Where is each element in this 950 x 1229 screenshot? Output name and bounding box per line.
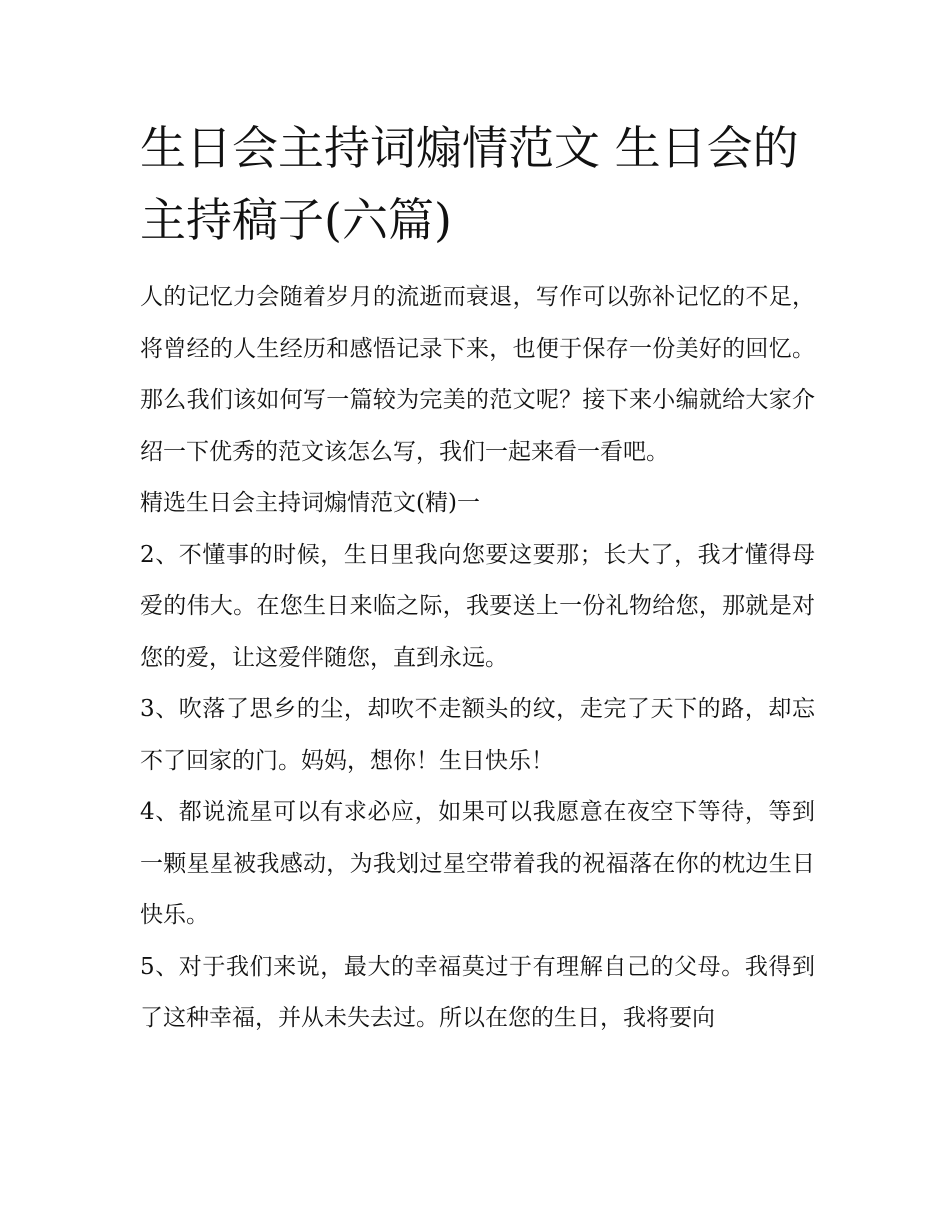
intro-paragraph: 人的记忆力会随着岁月的流逝而衰退，写作可以弥补记忆的不足，将曾经的人生经历和感悟记录下来，也便于保存一份美好的回忆。那么我们该如何写一篇较为完美的范文呢？接下来小编就给大家介绍一下优秀的范文该怎么写，我们一起来看一看吧。: [140, 284, 815, 465]
paragraph-item-2: 2、不懂事的时候，生日里我向您要这要那；长大了，我才懂得母爱的伟大。在您生日来临之际，我要送上一份礼物给您，那就是对您的爱，让这爱伴随您，直到永远。: [140, 541, 815, 671]
document-title: 生日会主持词煽情范文 生日会的主持稿子(六篇): [140, 121, 799, 247]
paragraph-item-3: 3、吹落了思乡的尘，却吹不走额头的纹，走完了天下的路，却忘不了回家的门。妈妈，想你！生日快乐！: [140, 696, 815, 774]
paragraph-item-5: 5、对于我们来说，最大的幸福莫过于有理解自己的父母。我得到了这种幸福，并从未失去过。所以在您的生日，我将要向: [140, 953, 815, 1031]
document-body: [140, 112, 815, 1045]
section-heading: 精选生日会主持词煽情范文(精)一: [140, 490, 480, 516]
paragraph-item-4: 4、都说流星可以有求必应，如果可以我愿意在夜空下等待，等到一颗星星被我感动，为我划过星空带着我的祝福落在你的枕边生日快乐。: [140, 799, 815, 928]
